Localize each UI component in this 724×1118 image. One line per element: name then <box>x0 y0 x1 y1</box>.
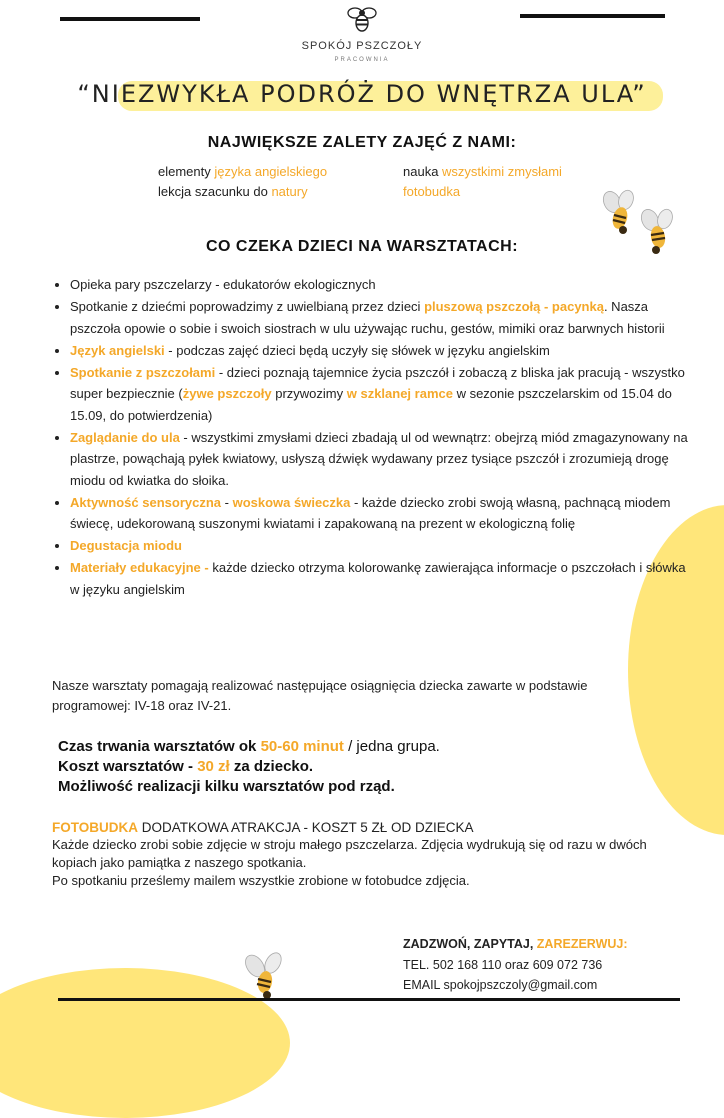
advantage-item <box>403 164 562 179</box>
item-text: - podczas zajęć dzieci będą uczyły się słówek w języku angielskim <box>164 342 550 358</box>
advantage-item <box>158 184 308 199</box>
bee-logo-icon <box>345 4 379 34</box>
curriculum-paragraph: Nasze warsztaty pomagają realizować następujące osiągnięcia dziecka zawarte w podstawie programowej: IV-18 oraz IV-21. <box>52 678 588 713</box>
brand-name: SPOKÓJ PSZCZOŁY <box>301 40 423 52</box>
item-text: każde dziecko otrzyma kolorowankę zawierająca informacje o pszczołach i słówka w języku angielskim <box>70 560 686 597</box>
item-highlight: Aktywność sensoryczna <box>70 494 222 510</box>
top-line-left <box>60 17 200 21</box>
contact-heading-highlight: ZAREZERWUJ: <box>536 937 628 951</box>
item-highlight: w szklanej ramce <box>346 386 453 401</box>
item-highlight: Degustacja miodu <box>70 538 182 553</box>
program-list <box>52 274 690 601</box>
cost-highlight: 30 zł <box>197 758 230 775</box>
duration-text: Czas trwania warsztatów ok <box>58 738 261 755</box>
item-highlight: Język angielski <box>70 342 165 358</box>
list-item <box>70 340 690 362</box>
advantage-item <box>403 184 460 199</box>
item-text: - wszystkimi zmysłami dzieci zbadają ul od wewnątrz: obejrzą miód zmagazynowany na plastrze, powąchają pyłek kwiatowy, usłyszą dźwięk wydawany przez tysiące pszczół i zrozumieją drogę miodu od kwiatka do słoika. <box>70 429 688 488</box>
program-heading: CO CZEKA DZIECI NA WARSZTATACH: <box>205 238 519 255</box>
cost-suffix: za dziecko. <box>229 758 314 775</box>
list-item <box>70 274 690 296</box>
list-item <box>70 296 690 339</box>
item-text: przywozimy <box>271 386 347 401</box>
item-text: Opieka pary pszczelarzy - edukatorów ekologicznych <box>70 277 376 292</box>
item-text: w sezonie pszczelarskim od 15.04 do 15.09, do potwierdzenia) <box>70 386 672 423</box>
contact-heading-text: ZADZWOŃ, ZAPYTAJ <box>403 937 530 951</box>
item-highlight: żywe pszczoły <box>182 386 272 401</box>
item-highlight: pluszową pszczołą - pacynką <box>424 299 604 314</box>
bottom-line <box>58 998 680 1001</box>
cost-text: Koszt warsztatów - <box>58 758 198 775</box>
advantage-text: elementy <box>158 164 215 179</box>
item-text: . Nasza pszczoła opowie o sobie i swoich siostrach w ulu używając ruchu, gestów, mimiki oraz barwnych historii <box>70 299 665 336</box>
item-highlight: Spotkanie z pszczołami <box>70 364 216 380</box>
cost-line <box>58 757 618 777</box>
list-item <box>70 535 690 557</box>
photobooth-title-rest: DODATKOWA ATRAKCJA - KOSZT 5 ZŁ OD DZIECKA <box>138 820 474 835</box>
advantages-heading: NAJWIĘKSZE ZALETY ZAJĘĆ Z NAMI: <box>207 134 517 151</box>
duration-suffix: / jedna grupa. <box>343 738 440 755</box>
photobooth-text: Każde dziecko zrobi sobie zdjęcie w stroju małego pszczelarza. Zdjęcia wydrukują się od razu w dwóch kopiach jako pamiątka z naszego spotkania. <box>52 837 647 870</box>
list-item <box>70 492 690 535</box>
advantage-highlight: natury <box>271 184 308 199</box>
advantage-highlight: fotobudka <box>403 184 461 199</box>
item-highlight: Zaglądanie do ula <box>70 429 180 445</box>
advantage-text: lekcja szacunku do <box>158 184 272 199</box>
advantage-text: nauka <box>403 164 443 179</box>
item-highlight: Materiały edukacyjne - <box>70 560 209 575</box>
contact-phone: TEL. 502 168 110 oraz 609 072 736 <box>403 958 603 972</box>
contact-email: EMAIL spokojpszczoly@gmail.com <box>403 978 598 992</box>
bee-icon <box>243 950 287 1002</box>
brand-subtitle: PRACOWNIA <box>334 57 390 63</box>
advantage-highlight: języka angielskiego <box>214 164 328 179</box>
advantage-item <box>158 164 327 179</box>
list-item <box>70 362 690 427</box>
item-highlight: woskowa świeczka <box>232 494 351 510</box>
duration-line <box>58 737 618 757</box>
contact-heading-sep: , <box>529 937 537 951</box>
top-line-right <box>520 14 665 18</box>
multi-workshop-line: Możliwość realizacji kilku warsztatów pod rząd. <box>58 778 395 795</box>
contact-heading <box>403 934 713 954</box>
list-item <box>70 427 690 492</box>
item-text: Spotkanie z dziećmi poprowadzimy z uwielbianą przez dzieci <box>70 299 425 314</box>
photobooth-title <box>52 820 652 835</box>
list-item <box>70 557 690 600</box>
photobooth-label: FOTOBUDKA <box>52 820 138 835</box>
photobooth-text: Po spotkaniu prześlemy mailem wszystkie zrobione w fotobudce zdjęcia. <box>52 873 470 888</box>
advantage-highlight: wszystkimi zmysłami <box>442 164 562 179</box>
bee-icon <box>600 188 640 238</box>
item-text: - <box>221 494 233 510</box>
page-title: “NIEZWYKŁA PODRÓŻ DO WNĘTRZA ULA” <box>77 80 647 108</box>
item-text: - każde dziecko zrobi swoją własną, pachnącą miodem świecę, udekorowaną suszonymi kwiatami i zapakowaną na prezent w ekologiczną folię <box>70 494 671 531</box>
duration-highlight: 50-60 minut <box>260 738 344 755</box>
item-text: - dzieci poznają tajemnice życia pszczół i zobaczą z bliska jak pracują - wszystko super bezpiecznie ( <box>70 364 685 401</box>
